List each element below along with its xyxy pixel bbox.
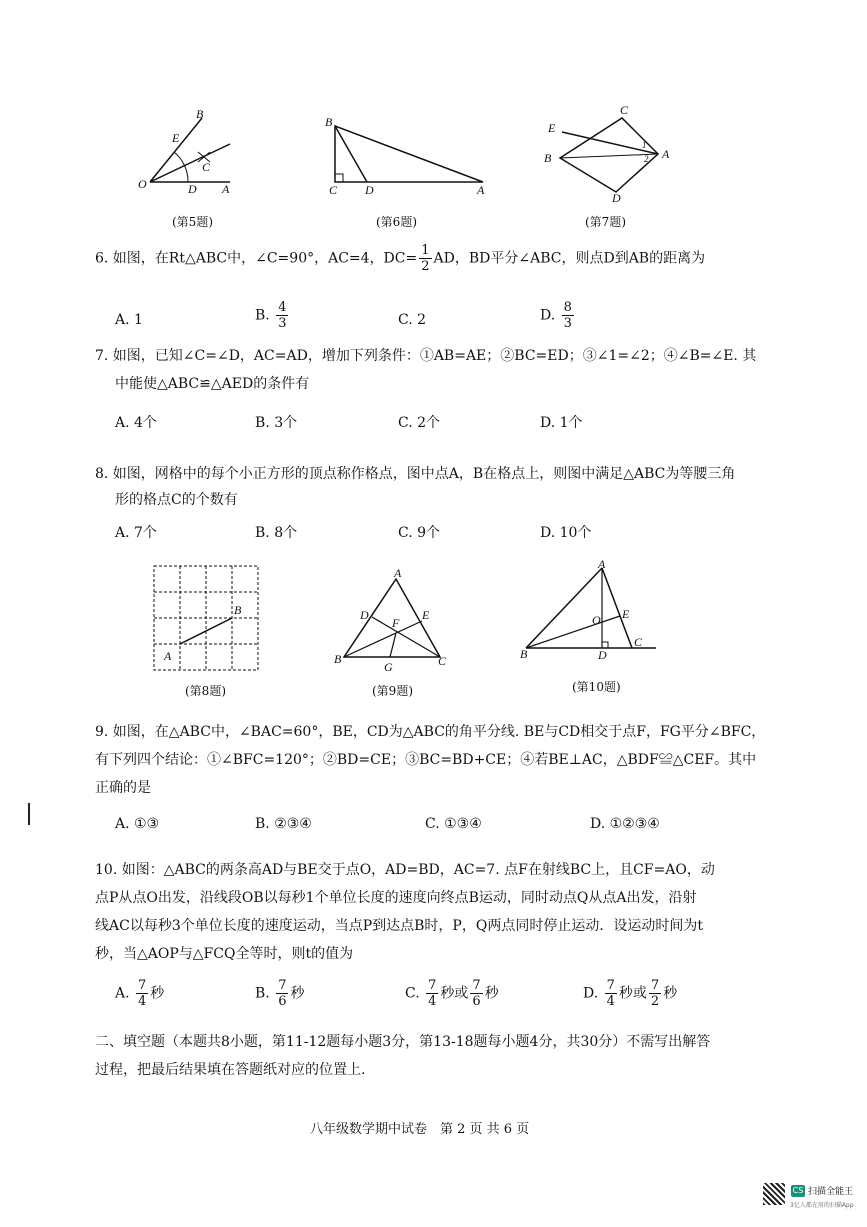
fig8-caption: (第8题) [185,684,226,698]
scan-mark [28,803,30,825]
q10-option-a-num: 7 [138,978,147,993]
q10-option-c-label: C. [405,985,420,1002]
fig8-label-B: B [234,603,242,617]
q7-option-b: B. 3个 [255,415,298,431]
fig5-caption: (第5题) [172,215,213,229]
q10-line3: 线AC以每秒3个单位长度的速度运动，当点P到达点B时，P，Q两点同时停止运动．设运动时间为t [95,918,703,934]
q6-option-b-label: B. [255,307,270,324]
q10-option-b-num: 7 [278,978,287,993]
q6-option-c: C. 2 [398,312,427,328]
q6-fraction [419,243,431,274]
q10-option-d-num1: 7 [606,978,615,993]
q6-option-d-label: D. [540,307,556,324]
figure-10 [518,560,663,670]
q9-option-b: B. ②③④ [255,816,312,832]
q10-option-b-unit: 秒 [290,985,305,1002]
q10-option-c-num2: 7 [472,978,481,993]
fig7-label-B: B [544,151,552,165]
fig10-caption: (第10题) [572,680,621,694]
q6-option-a: A. 1 [115,312,143,328]
page-footer: 八年级数学期中试卷 第 2 页 共 6 页 [310,1122,530,1137]
q8-option-b: B. 8个 [255,525,298,541]
figure-7 [540,100,680,206]
fig9-label-A: A [394,566,402,580]
q10-option-a-den: 4 [138,994,147,1009]
fig9-label-F: F [392,616,400,630]
fig7-label-2: 2 [644,154,649,164]
question-6 [95,243,705,274]
fig9-label-E: E [422,608,430,622]
q10-option-d [583,978,677,1009]
q8-line2: 形的格点C的个数有 [115,492,238,508]
fig7-label-D: D [612,191,621,205]
scanner-brand: 扫描全能王 [808,1187,854,1197]
q10-line1: 10. 如图：△ABC的两条高AD与BE交于点O，AD=BD，AC=7. 点F在射线BC上，且CF=AO，动 [95,862,715,878]
fig5-label-E: E [172,131,180,145]
q10-option-a [115,978,164,1009]
q10-option-b-den: 6 [278,994,287,1009]
fig7-label-1: 1 [642,140,647,150]
fig6-label-B: B [325,115,333,129]
q10-line2: 点P从点O出发，沿线段OB以每秒1个单位长度的速度向终点B运动，同时动点Q从点A出发，沿射 [95,890,697,906]
fig9-label-G: G [384,660,393,674]
fig5-label-C: C [202,160,211,174]
q7-option-c: C. 2个 [398,415,441,431]
scanner-tagline: 3亿人都在用的扫描App [790,1202,854,1209]
q7-line2: 中能使△ABC≌△AED的条件有 [115,376,310,392]
q6-option-b-num: 4 [278,300,287,315]
q10-option-c-den1: 4 [428,994,437,1009]
fig10-label-C: C [634,635,643,649]
fig7-label-E: E [548,121,556,135]
fig10-label-O: O [592,613,601,627]
fig10-label-D: D [598,648,607,662]
fig9-caption: (第9题) [372,684,413,698]
fig5-label-O: O [138,177,147,191]
fig7-label-A: A [662,147,670,161]
q9-option-c: C. ①③④ [425,816,482,832]
figure-5 [130,100,250,200]
q10-option-a-unit: 秒 [150,985,165,1002]
q10-option-c-unit: 秒 [484,985,499,1002]
fig9-label-D: D [360,608,369,622]
fig8-label-A: A [164,649,172,663]
section2-line1: 二、填空题（本题共8小题，第11-12题每小题3分，第13-18题每小题4分，共30分）不需写出解答 [95,1034,711,1050]
fig5-label-A: A [222,182,230,196]
q6-option-d-den: 3 [563,316,572,331]
q10-option-b-label: B. [255,985,270,1002]
q10-option-d-den1: 4 [606,994,615,1009]
q6-option-b [255,300,290,331]
fig7-label-C: C [620,103,629,117]
figure-9 [330,565,450,675]
q10-option-c-num1: 7 [428,978,437,993]
q10-option-d-mid: 秒或 [618,985,647,1002]
q10-option-c-mid: 秒或 [440,985,469,1002]
q10-option-d-unit: 秒 [663,985,678,1002]
q6-option-d [540,300,576,331]
scanner-logo-icon: CS [792,1186,804,1195]
fig10-label-E: E [622,607,630,621]
q7-option-a: A. 4个 [115,415,157,431]
fig6-label-C: C [329,183,338,197]
q6-frac-den: 2 [421,259,430,274]
fig7-caption: (第7题) [585,215,626,229]
fig9-label-B: B [334,652,342,666]
q6-suffix: AD，BD平分∠ABC，则点D到AB的距离为 [433,250,706,267]
q10-line4: 秒，当△AOP与△FCQ全等时，则t的值为 [95,946,354,962]
q9-line1: 9. 如图，在△ABC中，∠BAC=60°，BE，CD为△ABC的角平分线. BE与CD相交于点F，FG平分∠BFC， [95,724,766,740]
qr-code-icon [763,1183,785,1205]
q10-option-a-label: A. [115,985,130,1002]
fig6-label-A: A [477,183,485,197]
q8-line1: 8. 如图，网格中的每个小正方形的顶点称作格点，图中点A，B在格点上，则图中满足△ABC为等腰三角 [95,466,736,482]
q10-option-d-num2: 7 [650,978,660,993]
fig10-label-A: A [598,560,606,571]
q7-line1: 7. 如图，已知∠C=∠D，AC=AD，增加下列条件：①AB=AE；②BC=ED；③∠1=∠2；④∠B=∠E. 其 [95,348,757,364]
q10-option-d-den2: 2 [650,994,660,1009]
q8-option-c: C. 9个 [398,525,441,541]
section2-line2: 过程，把最后结果填在答题纸对应的位置上. [95,1062,366,1078]
q10-option-c-den2: 6 [472,994,481,1009]
q10-option-c [405,978,499,1009]
fig6-label-D: D [365,183,374,197]
q6-option-b-den: 3 [278,316,287,331]
q8-option-d: D. 10个 [540,525,592,541]
q10-option-b [255,978,304,1009]
fig9-label-C: C [438,654,447,668]
q10-option-d-label: D. [583,985,599,1002]
fig5-label-D: D [188,182,197,196]
q9-option-a: A. ①③ [115,816,160,832]
q8-option-a: A. 7个 [115,525,157,541]
q9-line3: 正确的是 [95,780,151,796]
fig5-label-B: B [196,107,204,121]
q9-option-d: D. ①②③④ [590,816,660,832]
fig6-caption: (第6题) [376,215,417,229]
q7-option-d: D. 1个 [540,415,583,431]
q6-prefix: 6. 如图，在Rt△ABC中，∠C=90°，AC=4，DC= [95,250,418,267]
q6-option-d-num: 8 [563,300,572,315]
q6-frac-num: 1 [421,243,430,258]
fig10-label-B: B [520,647,528,661]
figure-8 [150,562,262,674]
figure-6 [315,108,505,198]
q9-line2: 有下列四个结论：①∠BFC=120°；②BD=CE；③BC=BD+CE；④若BE⊥AC，△BDF≌△CEF。其中 [95,752,757,768]
